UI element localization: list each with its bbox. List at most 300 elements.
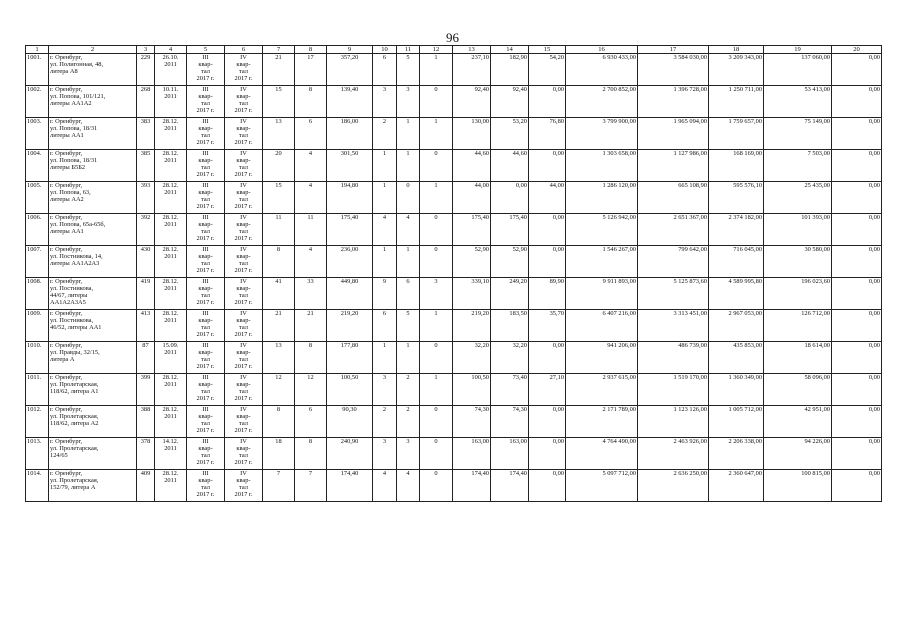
c14-cell: 182,90 [491,54,529,86]
c7-cell: 13 [263,342,295,374]
c10-cell: 1 [373,182,397,214]
c20-cell: 0,00 [832,246,882,278]
column-number: 1 [26,46,49,54]
address-cell: г. Оренбург, ул. Постникова, 44/67, литеры АА1А2А3А5 [49,278,137,310]
quarter-end-cell: IV квар- тал 2017 г. [225,374,263,406]
address-cell: г. Оренбург, ул. Пролетарская, 152/79, литера А [49,470,137,502]
quarter-end-cell: IV квар- тал 2017 г. [225,470,263,502]
column-number: 14 [491,46,529,54]
c15-cell: 0,00 [529,246,566,278]
c8-cell: 11 [295,214,327,246]
column-number: 16 [566,46,638,54]
c17-cell: 3 584 030,00 [638,54,709,86]
c16-cell: 3 799 900,00 [566,118,638,150]
c19-cell: 53 413,00 [764,86,832,118]
c17-cell: 2 463 926,00 [638,438,709,470]
c13-cell: 44,60 [453,150,491,182]
column-number: 19 [764,46,832,54]
row-number: 1002. [26,86,49,118]
c10-cell: 4 [373,470,397,502]
quarter-end-cell: IV квар- тал 2017 г. [225,214,263,246]
c12-cell: 3 [420,278,453,310]
c7-cell: 8 [263,246,295,278]
c9-cell: 236,00 [327,246,373,278]
table-row [26,182,882,214]
c20-cell: 0,00 [832,150,882,182]
c19-cell: 101 393,00 [764,214,832,246]
c14-cell: 183,50 [491,310,529,342]
c11-cell: 6 [397,278,420,310]
c7-cell: 41 [263,278,295,310]
c14-cell: 44,60 [491,150,529,182]
c14-cell: 174,40 [491,470,529,502]
date-cell: 28.12. 2011 [155,406,187,438]
quarter-start-cell: III квар- тал 2017 г. [187,374,225,406]
c11-cell: 5 [397,54,420,86]
c19-cell: 42 951,00 [764,406,832,438]
quarter-end-cell: IV квар- тал 2017 г. [225,118,263,150]
column-number: 2 [49,46,137,54]
c15-cell: 89,90 [529,278,566,310]
c8-cell: 4 [295,246,327,278]
c19-cell: 58 096,00 [764,374,832,406]
row-number: 1012. [26,406,49,438]
c11-cell: 3 [397,86,420,118]
c8-cell: 7 [295,470,327,502]
c3-cell: 87 [137,342,155,374]
c16-cell: 1 546 267,00 [566,246,638,278]
c11-cell: 1 [397,342,420,374]
c3-cell: 383 [137,118,155,150]
quarter-end-cell: IV квар- тал 2017 г. [225,310,263,342]
c8-cell: 4 [295,182,327,214]
c16-cell: 941 206,00 [566,342,638,374]
c3-cell: 393 [137,182,155,214]
c8-cell: 8 [295,86,327,118]
c11-cell: 1 [397,118,420,150]
address-cell: г. Оренбург, ул. Пролетарская, 118/62, литера А2 [49,406,137,438]
quarter-start-cell: III квар- тал 2017 г. [187,438,225,470]
c13-cell: 163,00 [453,438,491,470]
c17-cell: 1 965 094,00 [638,118,709,150]
quarter-start-cell: III квар- тал 2017 г. [187,54,225,86]
row-number: 1005. [26,182,49,214]
c16-cell: 9 911 893,00 [566,278,638,310]
date-cell: 28.12. 2011 [155,278,187,310]
quarter-end-cell: IV квар- тал 2017 г. [225,246,263,278]
table-row [26,438,882,470]
c9-cell: 219,20 [327,310,373,342]
address-cell: г. Оренбург, ул. Пролетарская, 124/65 [49,438,137,470]
c19-cell: 196 023,60 [764,278,832,310]
c13-cell: 174,40 [453,470,491,502]
c3-cell: 378 [137,438,155,470]
address-cell: г. Оренбург, ул. Правды, 32/15, литера А [49,342,137,374]
column-number: 12 [420,46,453,54]
c8-cell: 4 [295,150,327,182]
c20-cell: 0,00 [832,374,882,406]
quarter-end-cell: IV квар- тал 2017 г. [225,86,263,118]
c20-cell: 0,00 [832,118,882,150]
c13-cell: 175,40 [453,214,491,246]
c19-cell: 30 580,00 [764,246,832,278]
c18-cell: 1 005 712,00 [709,406,764,438]
c3-cell: 413 [137,310,155,342]
c18-cell: 2 374 182,00 [709,214,764,246]
table-row [26,310,882,342]
column-number-row [26,46,882,54]
c15-cell: 0,00 [529,438,566,470]
c19-cell: 126 712,00 [764,310,832,342]
c12-cell: 0 [420,406,453,438]
c7-cell: 8 [263,406,295,438]
quarter-start-cell: III квар- тал 2017 г. [187,278,225,310]
row-number: 1011. [26,374,49,406]
date-cell: 28.12. 2011 [155,118,187,150]
c12-cell: 1 [420,374,453,406]
c9-cell: 186,00 [327,118,373,150]
c10-cell: 1 [373,150,397,182]
c13-cell: 100,50 [453,374,491,406]
quarter-start-cell: III квар- тал 2017 г. [187,406,225,438]
c11-cell: 2 [397,374,420,406]
c15-cell: 44,00 [529,182,566,214]
c7-cell: 12 [263,374,295,406]
c19-cell: 25 435,00 [764,182,832,214]
c20-cell: 0,00 [832,278,882,310]
quarter-end-cell: IV квар- тал 2017 г. [225,342,263,374]
c9-cell: 177,80 [327,342,373,374]
table-row [26,54,882,86]
c15-cell: 76,80 [529,118,566,150]
c7-cell: 7 [263,470,295,502]
c14-cell: 92,40 [491,86,529,118]
c10-cell: 3 [373,374,397,406]
c19-cell: 100 815,00 [764,470,832,502]
c12-cell: 0 [420,246,453,278]
quarter-end-cell: IV квар- тал 2017 г. [225,278,263,310]
c8-cell: 6 [295,118,327,150]
date-cell: 28.12. 2011 [155,150,187,182]
quarter-end-cell: IV квар- тал 2017 г. [225,150,263,182]
c15-cell: 0,00 [529,150,566,182]
c14-cell: 175,40 [491,214,529,246]
c11-cell: 1 [397,150,420,182]
c16-cell: 6 930 433,00 [566,54,638,86]
quarter-start-cell: III квар- тал 2017 г. [187,310,225,342]
c17-cell: 2 651 367,00 [638,214,709,246]
c12-cell: 1 [420,118,453,150]
address-cell: г. Оренбург, ул. Пролетарская, 118/62, литера А1 [49,374,137,406]
c11-cell: 4 [397,470,420,502]
c17-cell: 1 127 986,00 [638,150,709,182]
table-row [26,342,882,374]
c11-cell: 3 [397,438,420,470]
row-number: 1009. [26,310,49,342]
c12-cell: 0 [420,214,453,246]
date-cell: 14.12. 2011 [155,438,187,470]
c14-cell: 73,40 [491,374,529,406]
c9-cell: 90,30 [327,406,373,438]
c7-cell: 20 [263,150,295,182]
c14-cell: 74,30 [491,406,529,438]
quarter-start-cell: III квар- тал 2017 г. [187,150,225,182]
c20-cell: 0,00 [832,438,882,470]
c18-cell: 2 206 338,00 [709,438,764,470]
c20-cell: 0,00 [832,342,882,374]
c13-cell: 74,30 [453,406,491,438]
c13-cell: 237,10 [453,54,491,86]
c20-cell: 0,00 [832,470,882,502]
c14-cell: 163,00 [491,438,529,470]
c12-cell: 1 [420,54,453,86]
c3-cell: 268 [137,86,155,118]
c18-cell: 1 250 711,00 [709,86,764,118]
date-cell: 10.11. 2011 [155,86,187,118]
c19-cell: 7 503,00 [764,150,832,182]
c18-cell: 168 169,00 [709,150,764,182]
c20-cell: 0,00 [832,406,882,438]
c9-cell: 194,80 [327,182,373,214]
c17-cell: 1 519 170,00 [638,374,709,406]
address-cell: г. Оренбург, ул. Попова, 63, литеры АА2 [49,182,137,214]
c8-cell: 12 [295,374,327,406]
quarter-start-cell: III квар- тал 2017 г. [187,342,225,374]
c10-cell: 3 [373,86,397,118]
quarter-end-cell: IV квар- тал 2017 г. [225,54,263,86]
c19-cell: 94 226,00 [764,438,832,470]
c10-cell: 1 [373,246,397,278]
c11-cell: 5 [397,310,420,342]
c9-cell: 175,40 [327,214,373,246]
c17-cell: 1 396 728,00 [638,86,709,118]
c16-cell: 1 303 658,00 [566,150,638,182]
quarter-end-cell: IV квар- тал 2017 г. [225,406,263,438]
c13-cell: 52,90 [453,246,491,278]
c9-cell: 240,90 [327,438,373,470]
c8-cell: 6 [295,406,327,438]
column-number: 17 [638,46,709,54]
c3-cell: 229 [137,54,155,86]
c3-cell: 409 [137,470,155,502]
address-cell: г. Оренбург, ул. Попова, 65а-65б, литеры АА1 [49,214,137,246]
table-row [26,246,882,278]
c10-cell: 2 [373,406,397,438]
c17-cell: 665 108,90 [638,182,709,214]
c18-cell: 2 967 053,00 [709,310,764,342]
c16-cell: 6 407 216,00 [566,310,638,342]
column-number: 4 [155,46,187,54]
column-number: 6 [225,46,263,54]
page-number: 96 [446,30,459,45]
date-cell: 28.12. 2011 [155,246,187,278]
c8-cell: 17 [295,54,327,86]
c7-cell: 21 [263,54,295,86]
c11-cell: 4 [397,214,420,246]
c18-cell: 2 360 647,00 [709,470,764,502]
column-number: 8 [295,46,327,54]
c16-cell: 2 171 789,00 [566,406,638,438]
quarter-start-cell: III квар- тал 2017 г. [187,470,225,502]
date-cell: 28.12. 2011 [155,214,187,246]
c8-cell: 21 [295,310,327,342]
c14-cell: 32,20 [491,342,529,374]
c13-cell: 44,00 [453,182,491,214]
date-cell: 15.09. 2011 [155,342,187,374]
c7-cell: 15 [263,86,295,118]
c12-cell: 1 [420,310,453,342]
c10-cell: 6 [373,310,397,342]
column-number: 11 [397,46,420,54]
c19-cell: 137 060,00 [764,54,832,86]
c9-cell: 449,80 [327,278,373,310]
table-row [26,214,882,246]
c14-cell: 249,20 [491,278,529,310]
c15-cell: 0,00 [529,342,566,374]
column-number: 10 [373,46,397,54]
c20-cell: 0,00 [832,214,882,246]
row-number: 1007. [26,246,49,278]
c17-cell: 3 313 451,00 [638,310,709,342]
column-number: 5 [187,46,225,54]
c3-cell: 388 [137,406,155,438]
quarter-end-cell: IV квар- тал 2017 г. [225,438,263,470]
c15-cell: 0,00 [529,406,566,438]
address-cell: г. Оренбург, ул. Попова, 18/31 литеры Б5Б2 [49,150,137,182]
c7-cell: 15 [263,182,295,214]
table-row [26,406,882,438]
c13-cell: 92,40 [453,86,491,118]
c16-cell: 1 286 120,00 [566,182,638,214]
c17-cell: 2 636 250,00 [638,470,709,502]
c12-cell: 0 [420,438,453,470]
c11-cell: 0 [397,182,420,214]
c18-cell: 1 360 349,00 [709,374,764,406]
column-number: 15 [529,46,566,54]
date-cell: 28.12. 2011 [155,374,187,406]
column-number: 7 [263,46,295,54]
c8-cell: 8 [295,342,327,374]
c16-cell: 5 126 942,00 [566,214,638,246]
address-cell: г. Оренбург, ул. Полигонная, 48, литера А8 [49,54,137,86]
c15-cell: 35,70 [529,310,566,342]
c9-cell: 174,40 [327,470,373,502]
c13-cell: 219,20 [453,310,491,342]
c3-cell: 430 [137,246,155,278]
c20-cell: 0,00 [832,182,882,214]
c3-cell: 385 [137,150,155,182]
c13-cell: 130,00 [453,118,491,150]
table-row [26,374,882,406]
row-number: 1010. [26,342,49,374]
c9-cell: 139,40 [327,86,373,118]
quarter-start-cell: III квар- тал 2017 г. [187,182,225,214]
c9-cell: 357,20 [327,54,373,86]
c3-cell: 419 [137,278,155,310]
row-number: 1004. [26,150,49,182]
row-number: 1006. [26,214,49,246]
row-number: 1003. [26,118,49,150]
column-number: 20 [832,46,882,54]
c12-cell: 0 [420,86,453,118]
c10-cell: 1 [373,342,397,374]
c16-cell: 4 764 490,00 [566,438,638,470]
c20-cell: 0,00 [832,86,882,118]
date-cell: 28.12. 2011 [155,470,187,502]
c18-cell: 1 759 657,00 [709,118,764,150]
c15-cell: 0,00 [529,470,566,502]
c13-cell: 32,20 [453,342,491,374]
c3-cell: 392 [137,214,155,246]
c14-cell: 53,20 [491,118,529,150]
date-cell: 28.12. 2011 [155,310,187,342]
address-cell: г. Оренбург, ул. Попова, 101/121, литеры АА1А2 [49,86,137,118]
c13-cell: 339,10 [453,278,491,310]
c16-cell: 2 937 615,00 [566,374,638,406]
table-row [26,470,882,502]
c18-cell: 435 853,00 [709,342,764,374]
date-cell: 26.10. 2011 [155,54,187,86]
c14-cell: 0,00 [491,182,529,214]
c12-cell: 0 [420,342,453,374]
c10-cell: 3 [373,438,397,470]
quarter-start-cell: III квар- тал 2017 г. [187,214,225,246]
c11-cell: 1 [397,246,420,278]
address-cell: г. Оренбург, ул. Постникова, 46/52, литеры АА1 [49,310,137,342]
c8-cell: 8 [295,438,327,470]
c7-cell: 21 [263,310,295,342]
c7-cell: 11 [263,214,295,246]
c15-cell: 54,20 [529,54,566,86]
c20-cell: 0,00 [832,310,882,342]
table-row [26,278,882,310]
quarter-start-cell: III квар- тал 2017 г. [187,86,225,118]
c14-cell: 52,90 [491,246,529,278]
quarter-start-cell: III квар- тал 2017 г. [187,246,225,278]
address-cell: г. Оренбург, ул. Постникова, 14, литеры АА1А2А3 [49,246,137,278]
c15-cell: 27,10 [529,374,566,406]
c12-cell: 0 [420,470,453,502]
column-number: 3 [137,46,155,54]
date-cell: 28.12. 2011 [155,182,187,214]
c16-cell: 2 700 852,00 [566,86,638,118]
c15-cell: 0,00 [529,86,566,118]
row-number: 1014. [26,470,49,502]
c10-cell: 4 [373,214,397,246]
row-number: 1001. [26,54,49,86]
c10-cell: 2 [373,118,397,150]
c19-cell: 18 614,00 [764,342,832,374]
c16-cell: 5 097 712,00 [566,470,638,502]
c18-cell: 4 589 995,80 [709,278,764,310]
c17-cell: 799 642,00 [638,246,709,278]
c12-cell: 1 [420,182,453,214]
table-row [26,118,882,150]
quarter-start-cell: III квар- тал 2017 г. [187,118,225,150]
c18-cell: 595 576,10 [709,182,764,214]
c12-cell: 0 [420,150,453,182]
c17-cell: 486 739,00 [638,342,709,374]
c7-cell: 18 [263,438,295,470]
table-row [26,150,882,182]
c3-cell: 399 [137,374,155,406]
quarter-end-cell: IV квар- тал 2017 г. [225,182,263,214]
table-row [26,86,882,118]
row-number: 1008. [26,278,49,310]
register-table [25,45,882,502]
c18-cell: 3 209 343,00 [709,54,764,86]
c10-cell: 6 [373,54,397,86]
